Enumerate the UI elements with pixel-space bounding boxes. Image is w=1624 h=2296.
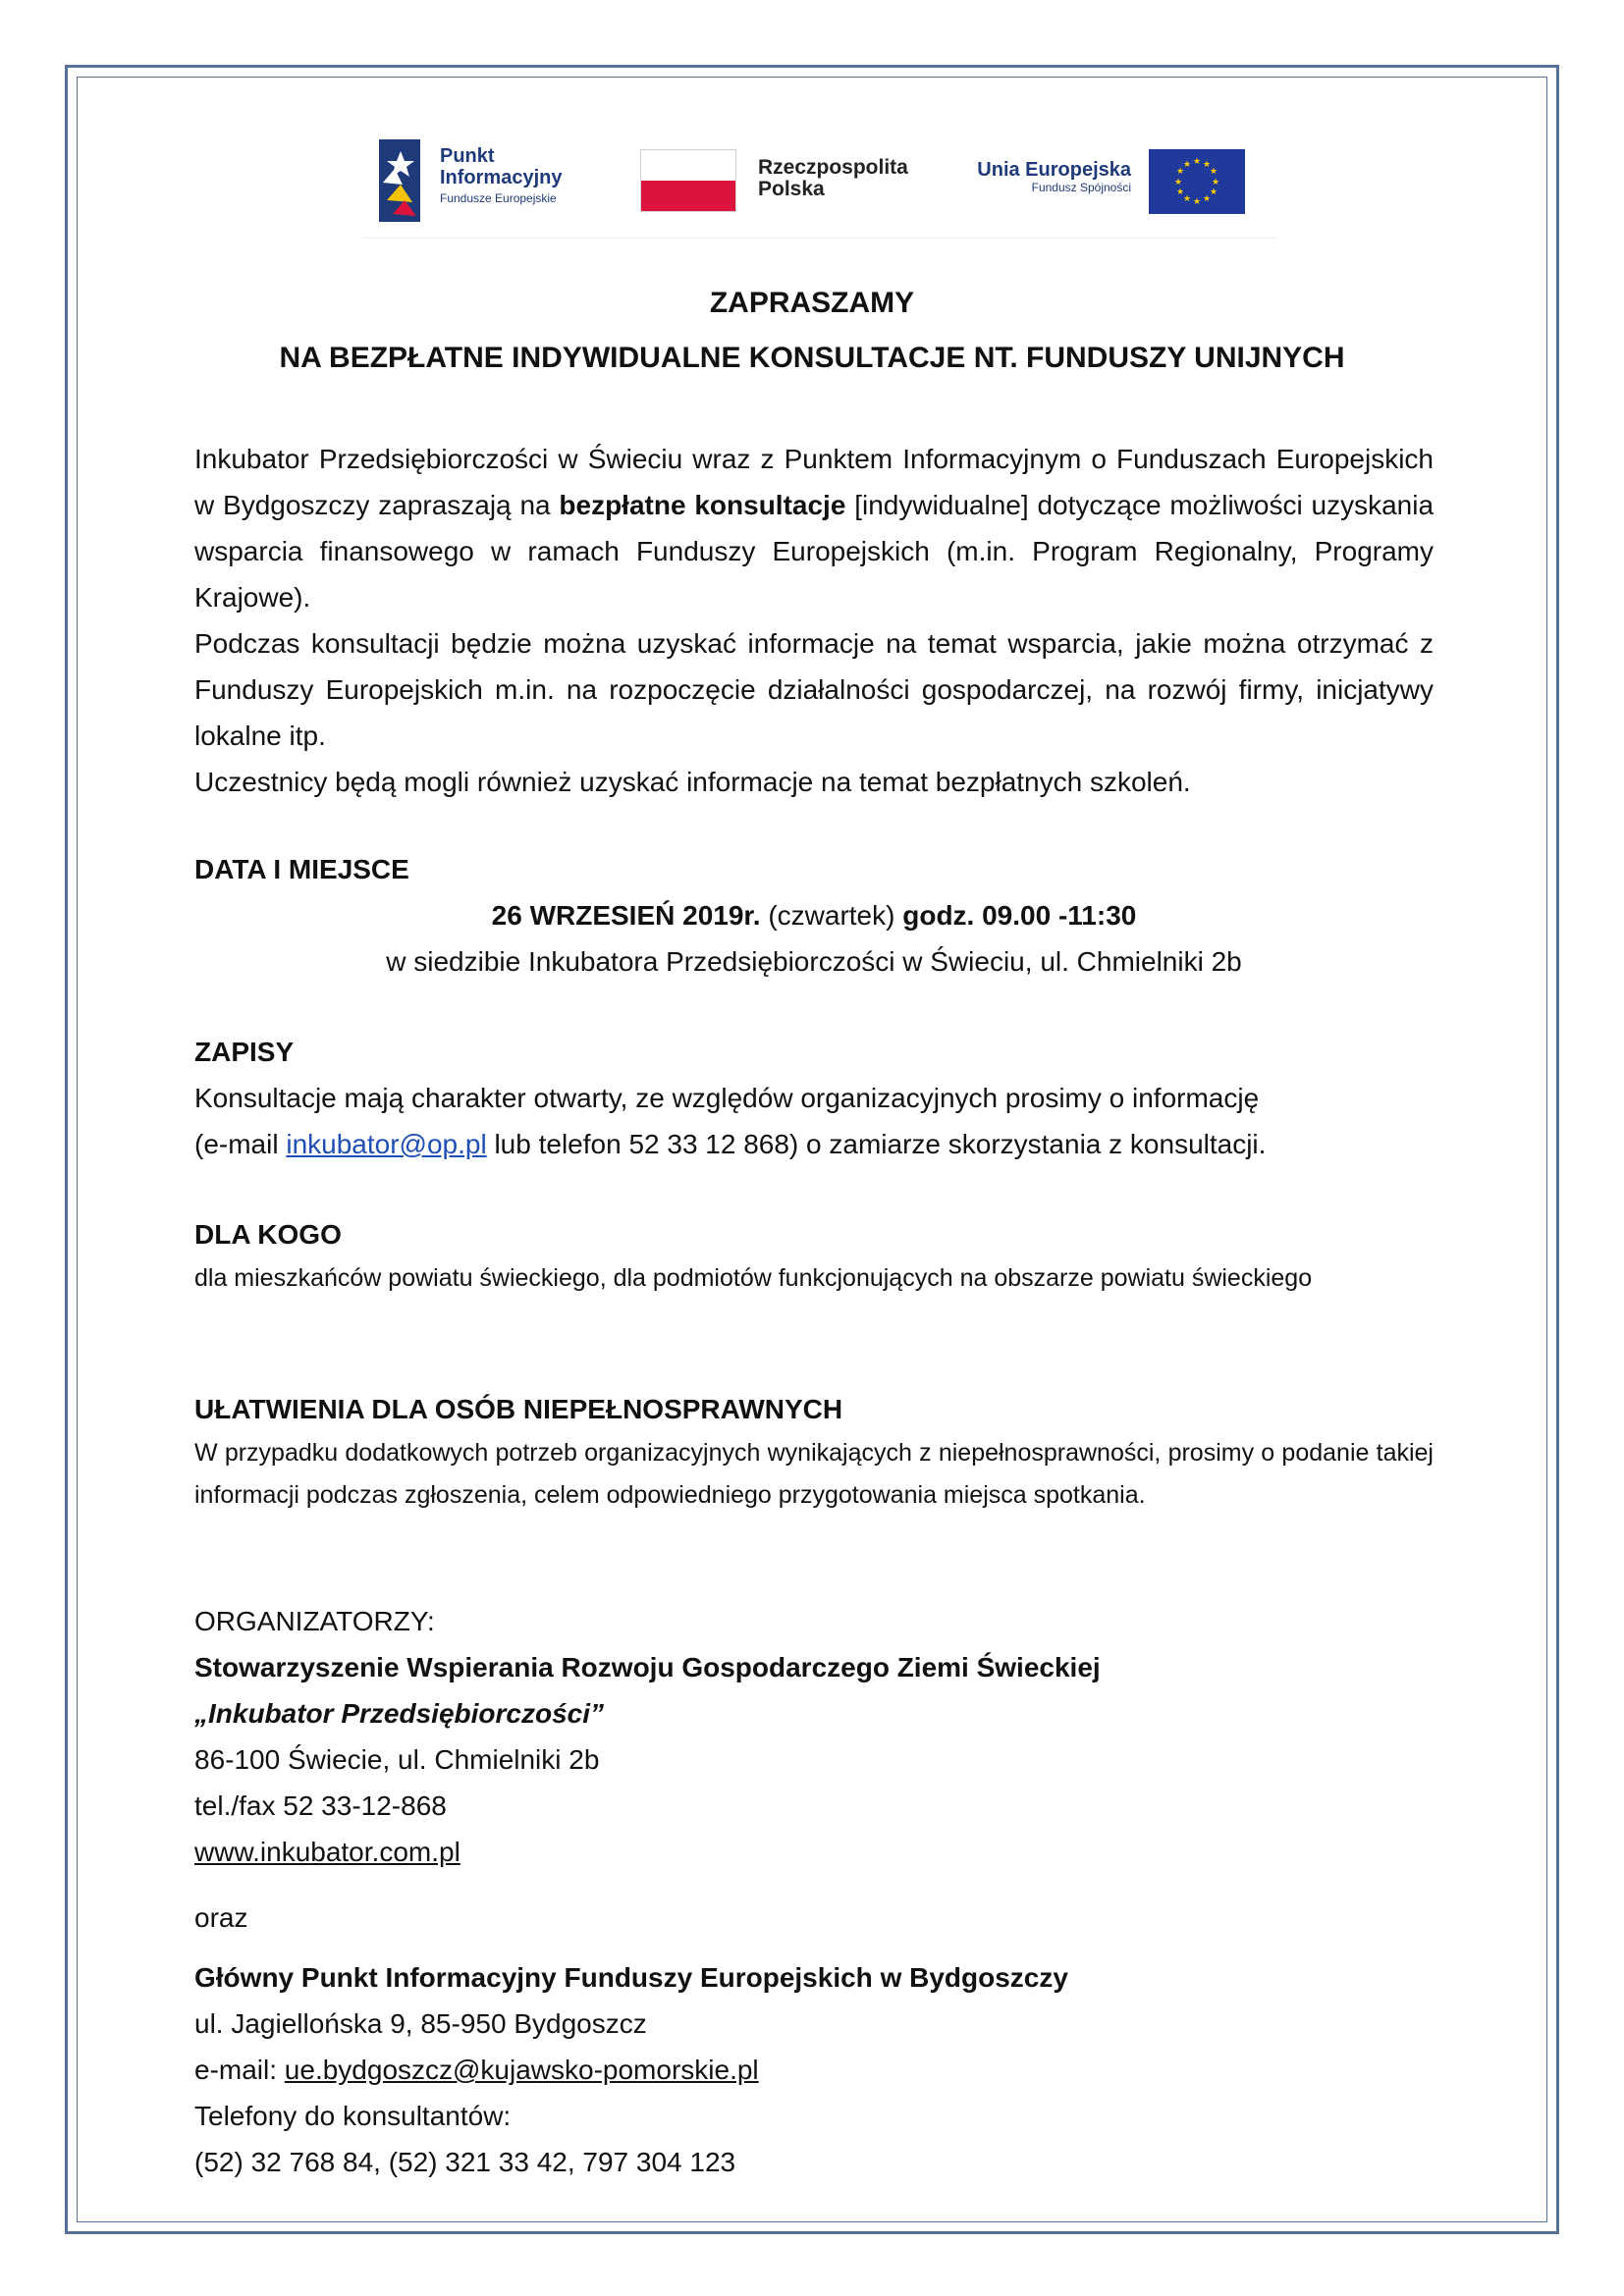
event-date-line <box>194 892 1434 938</box>
svg-text:★: ★ <box>1192 197 1202 207</box>
eu-flag-icon <box>1149 149 1245 214</box>
logo-unia-europejska <box>966 135 1261 241</box>
dla-kogo-text: dla mieszkańców powiatu świeckiego, dla podmiotów funkcjonujących na obszarze powiatu świeckiego <box>194 1264 1313 1292</box>
punkt-informacyjny-sub: Fundusze Europejskie <box>440 191 557 205</box>
org1-website-link[interactable]: www.inkubator.com.pl <box>194 1837 460 1867</box>
heading-data-miejsce: DATA I MIEJSCE <box>194 854 409 884</box>
section-ulatwienia <box>194 1386 1434 1517</box>
heading-ulatwienia: UŁATWIENIA DLA OSÓB NIEPEŁNOSPRAWNYCH <box>194 1394 843 1424</box>
intro-paragraph-1 <box>194 436 1434 620</box>
logo-punkt-informacyjny <box>379 135 615 241</box>
intro-p1-post: [indywidualne] dotyczące możliwości uzyskania wsparcia finansowego w ramach Funduszy Europejskich (m.in. Program Regionalny, Programy Krajowe). <box>194 490 1435 613</box>
event-place: w siedzibie Inkubatora Przedsiębiorczości w Świeciu, ul. Chmielniki 2b <box>386 946 1242 977</box>
logo-strip-divider <box>363 238 1276 239</box>
org2-name: Główny Punkt Informacyjny Funduszy Europejskich w Bydgoszczy <box>194 1962 1068 1993</box>
org1-subname: „Inkubator Przedsiębiorczości” <box>194 1698 604 1729</box>
logo-rzeczpospolita-polska <box>640 135 935 241</box>
punkt-informacyjny-line1: Punkt <box>440 145 495 167</box>
intro-paragraph-2: Podczas konsultacji będzie można uzyskać informacje na temat wsparcia, jakie można otrzymać z Funduszy Europejskich m.in. na rozpoczęcie działalności gospodarczej, na rozwój firmy, inicjatywy lokalne itp. <box>194 628 1434 751</box>
title-konsultacje: NA BEZPŁATNE INDYWIDUALNE KONSULTACJE NT. FUNDUSZY UNIJNYCH <box>279 342 1345 374</box>
org2-email-label: e-mail: <box>194 2055 285 2085</box>
punkt-informacyjny-line2: Informacyjny <box>440 167 563 188</box>
heading-zapisy: ZAPISY <box>194 1037 295 1067</box>
org2-email-line <box>194 2047 1434 2093</box>
intro-p1-pre: Inkubator Przedsiębiorczości w Świeciu wraz z Punktem Informacyjnym o Funduszach Europejskich w Bydgoszczy zapraszają na <box>194 444 1434 520</box>
org1-name: Stowarzyszenie Wspierania Rozwoju Gospodarczego Ziemi Świeckiej <box>194 1652 1101 1682</box>
rzeczpospolita-line1: Rzeczpospolita <box>758 156 908 179</box>
org2-email-link[interactable]: ue.bydgoszcz@kujawsko-pomorskie.pl <box>284 2055 759 2085</box>
title-zapraszamy: ZAPRASZAMY <box>709 287 915 319</box>
zapisy-line2-pre: (e-mail <box>194 1129 287 1159</box>
org2-phones-label: Telefony do konsultantów: <box>194 2101 512 2131</box>
oraz-text: oraz <box>194 1902 248 1933</box>
unia-europejska-sub: Fundusz Spójności <box>1031 181 1131 194</box>
org1-address: 86-100 Świecie, ul. Chmielniki 2b <box>194 1744 600 1775</box>
zapisy-line-2 <box>194 1121 1434 1167</box>
event-date: 26 WRZESIEŃ 2019r. <box>491 900 761 931</box>
svg-text:★: ★ <box>1202 160 1212 170</box>
org1-phone: tel./fax 52 33-12-868 <box>194 1790 447 1821</box>
intro-section <box>194 436 1434 805</box>
section-data-miejsce <box>194 846 1434 985</box>
punkt-informacyjny-emblem-icon <box>379 139 420 222</box>
svg-text:★: ★ <box>1209 167 1218 177</box>
org2-phones: (52) 32 768 84, (52) 321 33 42, 797 304 123 <box>194 2147 736 2177</box>
section-organizatorzy <box>194 1598 1434 2185</box>
ulatwienia-text: W przypadku dodatkowych potrzeb organizacyjnych wynikających z niepełnosprawności, prosimy o podanie takiej informacji podczas zgłoszenia, celem odpowiedniego przygotowania miejsca spotkania. <box>194 1439 1434 1509</box>
rzeczpospolita-line2: Polska <box>758 178 825 201</box>
section-zapisy <box>194 1029 1434 1167</box>
heading-dla-kogo: DLA KOGO <box>194 1219 342 1250</box>
svg-text:★: ★ <box>1202 194 1212 204</box>
org2-address: ul. Jagiellońska 9, 85-950 Bydgoszcz <box>194 2008 647 2039</box>
event-time: godz. 09.00 -11:30 <box>902 900 1137 931</box>
svg-text:★: ★ <box>1182 160 1192 170</box>
intro-paragraph-3: Uczestnicy będą mogli również uzyskać informacje na temat bezpłatnych szkoleń. <box>194 767 1191 797</box>
section-dla-kogo <box>194 1211 1434 1300</box>
intro-p1-bold: bezpłatne konsultacje <box>559 490 846 520</box>
svg-text:★: ★ <box>1209 187 1218 197</box>
email-link-inkubator[interactable]: inkubator@op.pl <box>286 1129 487 1159</box>
unia-europejska-name: Unia Europejska <box>977 159 1131 181</box>
logo-strip <box>363 135 1276 241</box>
svg-text:★: ★ <box>1175 167 1185 177</box>
svg-text:★: ★ <box>1175 187 1185 197</box>
svg-text:★: ★ <box>1192 157 1202 167</box>
svg-text:★: ★ <box>1211 178 1220 187</box>
svg-text:★: ★ <box>1173 178 1183 187</box>
organizatorzy-label: ORGANIZATORZY: <box>194 1606 435 1636</box>
zapisy-line-1: Konsultacje mają charakter otwarty, ze względów organizacyjnych prosimy o informację <box>194 1083 1260 1113</box>
zapisy-line2-post: lub telefon 52 33 12 868) o zamiarze skorzystania z konsultacji. <box>486 1129 1267 1159</box>
svg-text:★: ★ <box>1182 194 1192 204</box>
event-day: (czwartek) <box>760 900 903 931</box>
polish-flag-icon <box>640 149 736 212</box>
